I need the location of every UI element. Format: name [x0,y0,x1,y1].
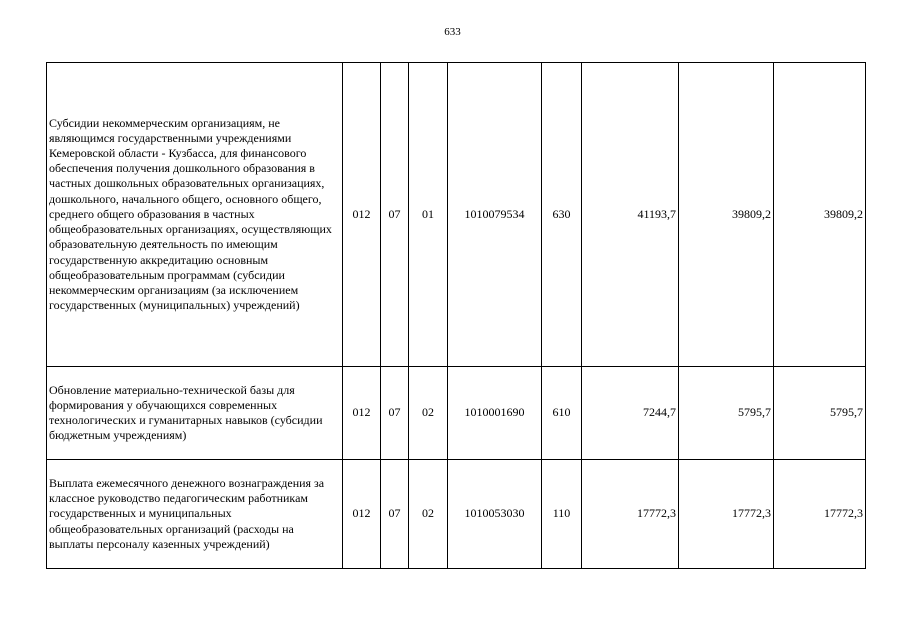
expense-type-code: 630 [542,63,582,367]
subsection-code: 02 [409,367,448,460]
ministry-code: 012 [343,367,381,460]
amount-cell: 17772,3 [679,460,774,569]
amount-cell: 5795,7 [774,367,866,460]
amount-cell: 17772,3 [582,460,679,569]
amount-cell: 41193,7 [582,63,679,367]
expense-type-code: 610 [542,367,582,460]
amount-cell: 17772,3 [774,460,866,569]
ministry-code: 012 [343,63,381,367]
section-code: 07 [381,367,409,460]
budget-table [46,62,866,569]
subsection-code: 01 [409,63,448,367]
amount-cell: 39809,2 [774,63,866,367]
section-code: 07 [381,460,409,569]
amount-cell: 7244,7 [582,367,679,460]
section-code: 07 [381,63,409,367]
table-row [47,460,866,569]
subsection-code: 02 [409,460,448,569]
target-article-code: 1010079534 [448,63,542,367]
table-row [47,367,866,460]
amount-cell: 39809,2 [679,63,774,367]
row-description: Субсидии некоммерческим организациям, не являющимся государственными учреждениями Кемеровской области - Кузбасса, для финансового обеспечения получения дошкольного образования в частных дошкольных образовательных организациях, дошкольного, начального общего, основного общего, среднего общего образования в частных общеобразовательных организациях, осуществляющих образовательную деятельность по имеющим государственную аккредитацию основным общеобразовательным программам (субсидии некоммерческим организациям (за исключением государственных (муниципальных) учреждений) [47,63,343,367]
expense-type-code: 110 [542,460,582,569]
target-article-code: 1010001690 [448,367,542,460]
ministry-code: 012 [343,460,381,569]
amount-cell: 5795,7 [679,367,774,460]
row-description: Обновление материально-технической базы для формирования у обучающихся современных технологических и гуманитарных навыков (субсидии бюджетным учреждениям) [47,367,343,460]
row-description: Выплата ежемесячного денежного вознаграждения за классное руководство педагогическим работникам государственных и муниципальных общеобразовательных организаций (расходы на выплаты персоналу казенных учреждений) [47,460,343,569]
table-row [47,63,866,367]
page-number: 633 [444,26,461,38]
target-article-code: 1010053030 [448,460,542,569]
